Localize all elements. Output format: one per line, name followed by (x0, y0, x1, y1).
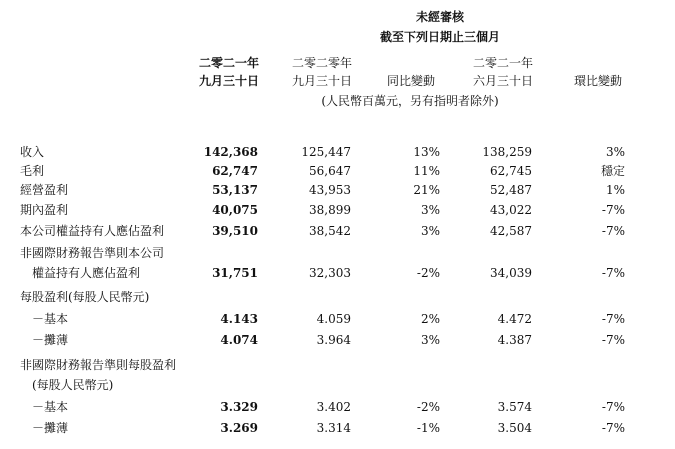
row-label: 收入 (20, 145, 45, 159)
col2-year: 二零二零年 (291, 56, 353, 70)
qoq-change: -7% (601, 266, 625, 280)
yoy-change: 2% (420, 312, 440, 326)
unaudited-heading: 未經審核 (415, 10, 465, 24)
table-row (0, 288, 675, 306)
table-row (0, 419, 675, 437)
row-label: 每股盈利(每股人民幣元) (20, 290, 150, 304)
row-label: 毛利 (20, 164, 45, 178)
sep-2020-value: 3.402 (316, 400, 351, 414)
jun-2021-value: 43,022 (490, 203, 532, 217)
sep-2020-value: 56,647 (309, 164, 351, 178)
col4-date: 六月三十日 (472, 74, 534, 88)
sep-2021-value: 3.329 (220, 400, 258, 414)
sep-2020-value: 125,447 (301, 145, 351, 159)
row-label: 非國際財務報告準則每股盈利 (20, 358, 177, 372)
qoq-change: -7% (601, 203, 625, 217)
qoq-change: 穩定 (600, 164, 625, 178)
sep-2021-value: 3.269 (220, 421, 258, 435)
yoy-change: 21% (413, 183, 440, 197)
yoy-change: 13% (413, 145, 440, 159)
sep-2021-value: 39,510 (212, 224, 258, 238)
unit-note: (人民幣百萬元，另有指明者除外) (321, 94, 499, 108)
jun-2021-value: 52,487 (490, 183, 532, 197)
table-row (0, 376, 675, 394)
qoq-change: -7% (601, 333, 625, 347)
table-row (0, 244, 675, 262)
table-row (0, 143, 675, 161)
table-row (0, 264, 675, 282)
sep-2021-value: 142,368 (203, 145, 258, 159)
col3-header: 同比變動 (386, 74, 436, 88)
sep-2021-value: 4.143 (220, 312, 258, 326)
period-heading: 截至下列日期止三個月 (379, 30, 501, 44)
yoy-change: -2% (416, 266, 440, 280)
row-label: －基本 (32, 312, 69, 326)
sep-2020-value: 43,953 (309, 183, 351, 197)
qoq-change: -7% (601, 312, 625, 326)
yoy-change: 3% (420, 224, 440, 238)
row-label: 經營盈利 (20, 183, 69, 197)
qoq-change: -7% (601, 421, 625, 435)
col5-header: 環比變動 (573, 74, 623, 88)
jun-2021-value: 42,587 (490, 224, 532, 238)
table-row (0, 162, 675, 180)
sep-2020-value: 3.964 (316, 333, 351, 347)
yoy-change: 11% (413, 164, 440, 178)
jun-2021-value: 34,039 (490, 266, 532, 280)
qoq-change: -7% (601, 224, 625, 238)
row-label: －攤薄 (32, 421, 69, 435)
yoy-change: -1% (416, 421, 440, 435)
table-row (0, 331, 675, 349)
sep-2021-value: 62,747 (212, 164, 258, 178)
row-label: 非國際財務報告準則本公司 (20, 246, 165, 260)
row-label: (每股人民幣元) (32, 378, 114, 392)
col4-year: 二零二一年 (472, 56, 534, 70)
sep-2020-value: 4.059 (316, 312, 351, 326)
row-label: －基本 (32, 400, 69, 414)
sep-2021-value: 53,137 (212, 183, 258, 197)
jun-2021-value: 4.387 (497, 333, 532, 347)
sep-2021-value: 40,075 (212, 203, 258, 217)
qoq-change: 3% (605, 145, 625, 159)
sep-2020-value: 38,899 (309, 203, 351, 217)
col1-date: 九月三十日 (198, 74, 260, 88)
jun-2021-value: 3.504 (497, 421, 532, 435)
yoy-change: -2% (416, 400, 440, 414)
row-label: 本公司權益持有人應佔盈利 (20, 224, 165, 238)
row-label: 期內盈利 (20, 203, 69, 217)
col1-year: 二零二一年 (198, 56, 260, 70)
yoy-change: 3% (420, 203, 440, 217)
sep-2021-value: 31,751 (212, 266, 258, 280)
row-label: 權益持有人應佔盈利 (32, 266, 141, 280)
yoy-change: 3% (420, 333, 440, 347)
jun-2021-value: 138,259 (482, 145, 532, 159)
table-row (0, 310, 675, 328)
jun-2021-value: 4.472 (497, 312, 532, 326)
table-row (0, 356, 675, 374)
table-row (0, 398, 675, 416)
table-row (0, 181, 675, 199)
table-row (0, 201, 675, 219)
sep-2021-value: 4.074 (220, 333, 258, 347)
sep-2020-value: 3.314 (316, 421, 351, 435)
table-row (0, 222, 675, 240)
qoq-change: 1% (605, 183, 625, 197)
jun-2021-value: 3.574 (497, 400, 532, 414)
row-label: －攤薄 (32, 333, 69, 347)
qoq-change: -7% (601, 400, 625, 414)
jun-2021-value: 62,745 (490, 164, 532, 178)
sep-2020-value: 38,542 (309, 224, 351, 238)
col2-date: 九月三十日 (291, 74, 353, 88)
sep-2020-value: 32,303 (309, 266, 351, 280)
